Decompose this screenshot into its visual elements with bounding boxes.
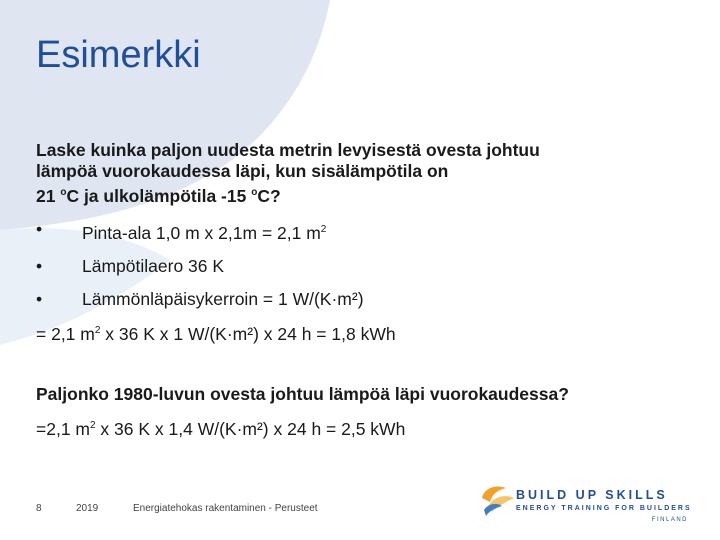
slide-title: Esimerkki (36, 34, 201, 76)
bullet-text: Lämpötilaero 36 K (82, 255, 225, 276)
bullet-text: Pinta-ala 1,0 m x 2,1m = 2,1 $m^2$ (82, 222, 327, 243)
question-line-1: Laske kuinka paljon uudesta metrin levyisestä ovesta johtuu (36, 140, 540, 160)
bullet-temperature (36, 256, 696, 277)
calculation-2: =2,1 $m^2$ x 36 K x 1,4 W/(K·m²) x 24 h = 2,5 kWh (36, 419, 406, 440)
footer-page-number: 8 (36, 503, 42, 514)
question-line-2: lämpöä vuorokaudessa läpi, kun sisälämpötila on (36, 161, 449, 181)
slide-body (36, 140, 696, 440)
build-up-skills-logo (478, 478, 698, 528)
bullet-marker: • (36, 288, 43, 309)
question-2: Paljonko 1980-luvun ovesta johtuu lämpöä läpi vuorokaudessa? (36, 384, 569, 405)
logo-subtitle: ENERGY TRAINING FOR BUILDERS (516, 505, 692, 512)
bullet-text: Lämmönläpäisykerroin = 1 W/(K·m²) (82, 288, 364, 309)
footer-year: 2019 (76, 503, 99, 514)
bullet-area (36, 219, 696, 244)
footer-course-title: Energiatehokas rakentaminen - Perusteet (133, 503, 318, 514)
bullet-marker: • (36, 255, 43, 276)
logo-country: FINLAND (651, 517, 688, 523)
bullet-marker: • (36, 218, 43, 239)
question-line-3: 21 $^o$C ja ulkolämpötila -15 $^o$C? (36, 185, 281, 206)
question (36, 140, 696, 207)
calculation-1: = 2,1 $m^2$ x 36 K x 1 W/(K·m²) x 24 h = 1,8 kWh (36, 323, 396, 344)
bullet-u-value (36, 289, 696, 310)
logo-title: BUILD UP SKILLS (516, 488, 668, 502)
logo-mark-icon (478, 480, 518, 520)
